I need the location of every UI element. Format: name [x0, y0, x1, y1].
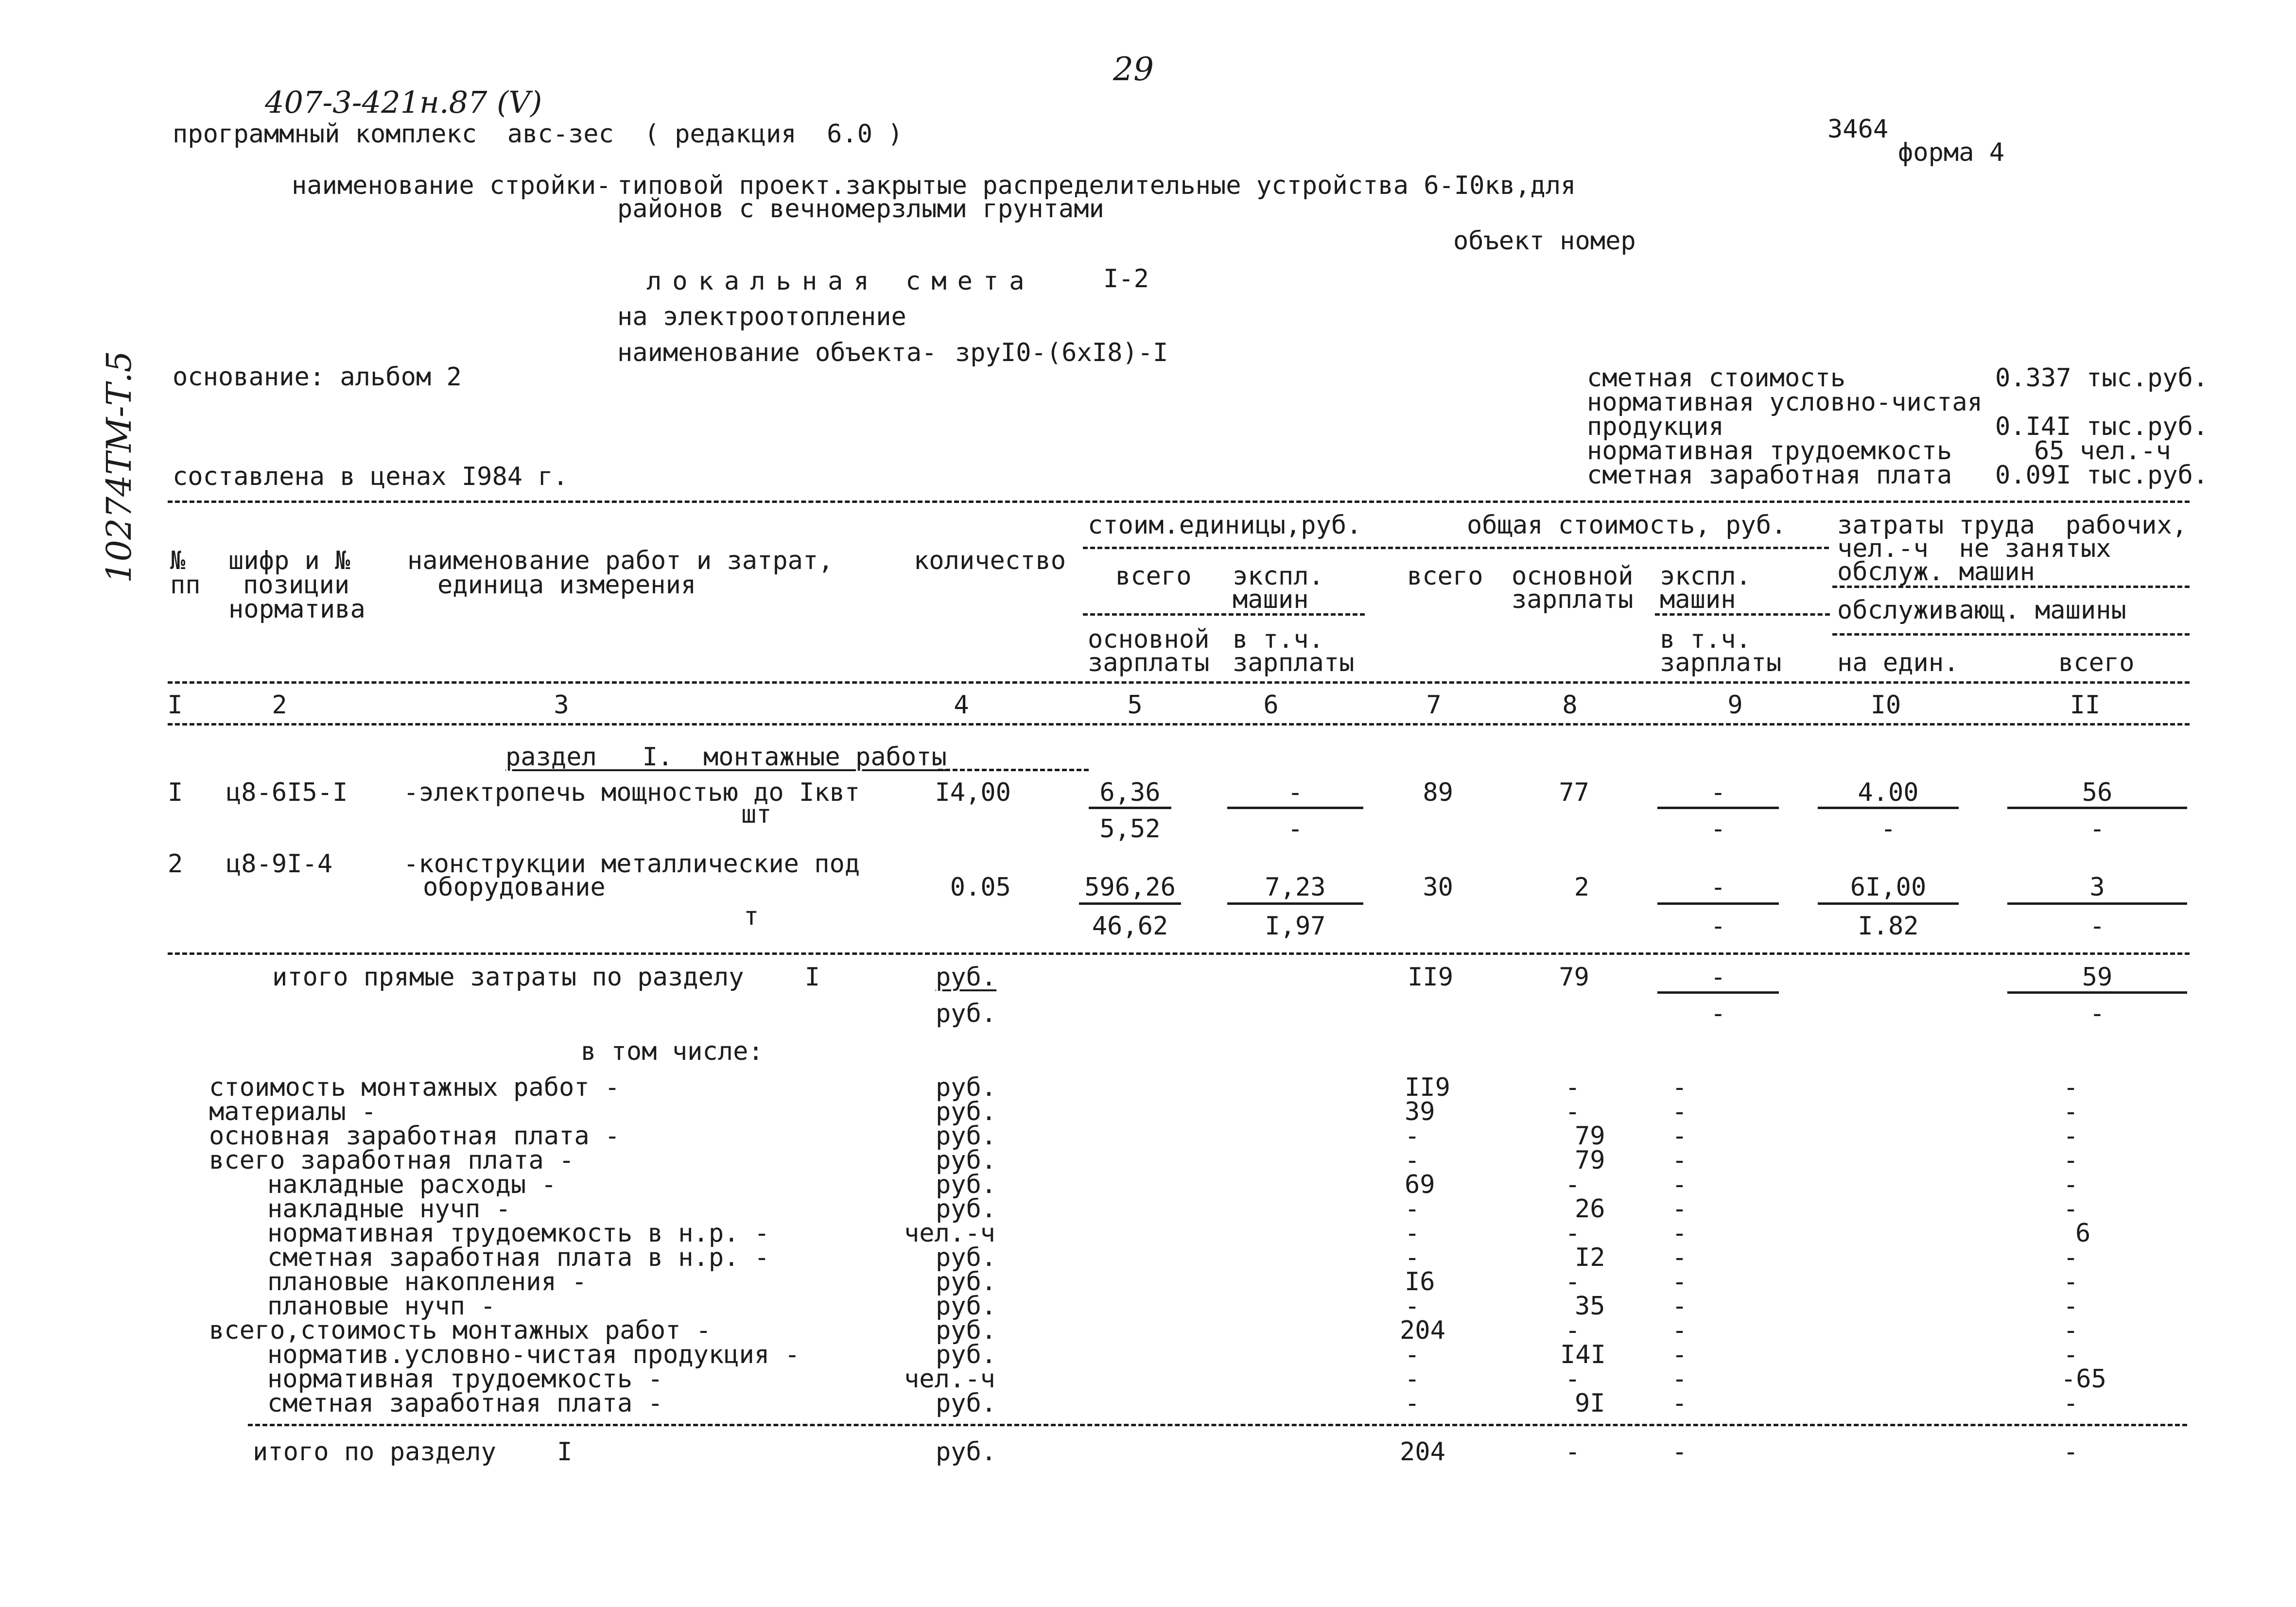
summary-value: 0.337 тыс.руб.	[1995, 363, 2209, 393]
fraction-line	[1818, 807, 1959, 809]
fraction-line	[2007, 902, 2187, 905]
col-number: I0	[1870, 691, 1901, 720]
col-header-labor-unit: на един.	[1837, 648, 1959, 677]
breakdown-total: -	[1405, 1389, 1420, 1418]
col-header-total-expl: экспл.	[1660, 562, 1751, 591]
construction-label: наименование стройки-	[292, 171, 611, 200]
object-name: зруI0-(6хI8)-I	[955, 338, 1168, 367]
breakdown-wage: 26	[1575, 1194, 1605, 1224]
col-header-unit-total: всего	[1115, 562, 1192, 591]
row-labor-unit: 4.00	[1858, 778, 1919, 807]
basis: основание: альбом 2	[173, 363, 462, 392]
col-header-code: норматива	[228, 595, 365, 624]
row-unit-base-wage: 46,62	[1092, 912, 1168, 941]
breakdown-expl: -	[1672, 1292, 1687, 1321]
row-qty: I4,00	[935, 778, 1011, 807]
row-base-wage: 2	[1574, 873, 1589, 902]
row-unit-total: 6,36	[1099, 778, 1161, 807]
summary-label: нормативная трудоемкость	[1587, 436, 1952, 466]
col-number: 3	[554, 691, 569, 720]
breakdown-labor: -	[2063, 1146, 2079, 1175]
breakdown-expl: -	[1672, 1389, 1687, 1418]
direct-costs-labor: 59	[2082, 963, 2113, 992]
col-header-unit-cost: стоим.единицы,руб.	[1088, 511, 1362, 540]
row-total-expl: -	[1710, 873, 1726, 902]
row-name: -конструкции металлические под	[403, 849, 860, 879]
breakdown-label: норматив.условно-чистая продукция -	[267, 1340, 800, 1369]
breakdown-unit: руб.	[936, 1073, 997, 1102]
breakdown-total: I6	[1405, 1267, 1435, 1296]
col-number: 9	[1727, 691, 1743, 720]
breakdown-label: стоимость монтажных работ -	[209, 1073, 620, 1102]
breakdown-expl: -	[1672, 1219, 1687, 1248]
col-number: 7	[1426, 691, 1442, 720]
section-total-labor: -	[2063, 1437, 2079, 1467]
breakdown-labor: -65	[2061, 1365, 2106, 1394]
fraction-line	[2007, 807, 2187, 809]
breakdown-labor: -	[2063, 1267, 2079, 1296]
breakdown-label: плановые накопления -	[267, 1267, 587, 1296]
breakdown-total: 204	[1400, 1316, 1445, 1345]
breakdown-end-line	[248, 1424, 2187, 1426]
row-base-wage: 77	[1559, 778, 1589, 807]
row-labor-unit-2: -	[1880, 814, 1896, 844]
fraction-line	[1657, 807, 1779, 809]
breakdown-wage: -	[1565, 1219, 1581, 1248]
prices-year: составлена в ценах I984 г.	[173, 462, 568, 491]
breakdown-expl: -	[1672, 1243, 1687, 1272]
col-header-unit-incl-wage: в т.ч.	[1233, 625, 1324, 654]
breakdown-labor: -	[2063, 1194, 2079, 1224]
col-header-code: шифр и №	[228, 546, 350, 575]
estimate-subject: на электроотопление	[617, 302, 906, 331]
header-line	[1083, 613, 1365, 616]
breakdown-wage: -	[1565, 1097, 1581, 1126]
breakdown-expl: -	[1672, 1340, 1687, 1369]
breakdown-wage: 79	[1575, 1146, 1605, 1175]
breakdown-unit: руб.	[936, 1122, 997, 1151]
breakdown-total: -	[1405, 1219, 1420, 1248]
breakdown-labor: 6	[2075, 1219, 2091, 1248]
section-title: раздел I. монтажные работы	[505, 743, 947, 772]
page-number: 29	[1113, 51, 1154, 88]
col-header-total-base-wage: основной	[1512, 562, 1634, 591]
breakdown-unit: руб.	[936, 1316, 997, 1345]
summary-label: продукция	[1587, 412, 1724, 441]
breakdown-labor: -	[2063, 1170, 2079, 1199]
row-unit-expl: 7,23	[1265, 873, 1326, 902]
direct-costs-unit: руб.	[936, 999, 997, 1028]
row-total-expl: -	[1710, 778, 1726, 807]
breakdown-expl: -	[1672, 1267, 1687, 1296]
doc-number: 3464	[1827, 115, 1889, 144]
header-line	[1832, 586, 2190, 588]
row-total-expl-wage: -	[1710, 814, 1726, 844]
breakdown-wage: -	[1565, 1316, 1581, 1345]
including-label: в том числе:	[581, 1037, 764, 1066]
breakdown-wage: 9I	[1575, 1389, 1605, 1418]
breakdown-label: сметная заработная плата в н.р. -	[267, 1243, 770, 1272]
row-total: 30	[1423, 873, 1453, 902]
direct-costs-total: II9	[1408, 963, 1453, 992]
summary-label: сметная стоимость	[1587, 363, 1846, 393]
breakdown-label: сметная заработная плата -	[267, 1389, 663, 1418]
col-header-labor: обслуж. машин	[1837, 557, 2035, 587]
direct-costs-labor-2: -	[2089, 999, 2105, 1028]
form-label: форма 4	[1898, 138, 2005, 167]
col-header-total-all: всего	[1407, 562, 1483, 591]
row-unit-expl-wage: -	[1287, 814, 1303, 844]
summary-label: нормативная условно-чистая	[1587, 388, 1983, 417]
breakdown-label: накладные расходы -	[267, 1170, 557, 1199]
col-header-labor-total: всего	[2058, 648, 2135, 677]
col-header-total-base-wage: зарплаты	[1512, 585, 1634, 614]
breakdown-total: -	[1405, 1365, 1420, 1394]
header-line	[1655, 613, 1830, 616]
col-header-total-cost: общая стоимость, руб.	[1467, 511, 1787, 540]
construction-name-2: районов с вечномерзлыми грунтами	[617, 194, 1104, 224]
breakdown-total: 39	[1405, 1097, 1435, 1126]
breakdown-unit: руб.	[936, 1267, 997, 1296]
breakdown-labor: -	[2063, 1292, 2079, 1321]
breakdown-unit: руб.	[936, 1340, 997, 1369]
breakdown-label: накладные нучп -	[267, 1194, 511, 1224]
table-header-line	[168, 681, 2190, 684]
header-line	[1083, 547, 1829, 549]
breakdown-unit: чел.-ч	[904, 1219, 995, 1248]
breakdown-wage: -	[1565, 1267, 1581, 1296]
breakdown-expl: -	[1672, 1146, 1687, 1175]
breakdown-unit: руб.	[936, 1170, 997, 1199]
row-labor-total: 3	[2089, 873, 2105, 902]
breakdown-label: всего,стоимость монтажных работ -	[209, 1316, 712, 1345]
row-code: ц8-9I-4	[226, 849, 333, 879]
col-header-labor-machine: обслуживающ. машины	[1837, 596, 2126, 625]
fraction-line	[1657, 902, 1779, 905]
fraction-line	[1818, 902, 1959, 905]
direct-costs-base-wage: 79	[1559, 963, 1589, 992]
object-name-label: наименование объекта-	[617, 338, 937, 367]
section-total-expl: -	[1672, 1437, 1687, 1467]
col-number: I	[167, 691, 183, 720]
col-header-unit-base-wage: основной	[1088, 625, 1210, 654]
breakdown-expl: -	[1672, 1170, 1687, 1199]
fraction-line	[1227, 902, 1363, 905]
row-num: 2	[168, 849, 183, 879]
summary-label: сметная заработная плата	[1587, 461, 1952, 490]
breakdown-expl: -	[1672, 1194, 1687, 1224]
col-header-labor: чел.-ч не занятых	[1837, 534, 2111, 563]
section-total-unit: руб.	[936, 1437, 997, 1467]
breakdown-label: нормативная трудоемкость -	[267, 1365, 663, 1394]
col-header-unit-expl: экспл.	[1233, 562, 1324, 591]
col-header-unit-incl-wage: зарплаты	[1233, 648, 1355, 677]
breakdown-total: II9	[1405, 1073, 1450, 1102]
breakdown-total: -	[1405, 1122, 1420, 1151]
breakdown-labor: -	[2063, 1122, 2079, 1151]
direct-costs-unit: руб.	[936, 963, 997, 992]
section-total-label: итого по разделу I	[253, 1437, 573, 1467]
row-num: I	[168, 778, 183, 807]
breakdown-labor: -	[2063, 1073, 2079, 1102]
direct-costs-label: итого прямые затраты по разделу I	[272, 963, 820, 992]
breakdown-expl: -	[1672, 1073, 1687, 1102]
breakdown-unit: руб.	[936, 1243, 997, 1272]
row-total: 89	[1423, 778, 1453, 807]
program-line: программный комплекс авс-зес ( редакция 6.0 )	[173, 120, 903, 149]
breakdown-expl: -	[1672, 1122, 1687, 1151]
row-qty: 0.05	[950, 873, 1011, 902]
breakdown-total: 69	[1405, 1170, 1435, 1199]
col-header-num: №	[170, 546, 186, 575]
breakdown-unit: руб.	[936, 1194, 997, 1224]
table-top-line	[168, 501, 2190, 503]
breakdown-label: всего заработная плата -	[209, 1146, 574, 1175]
breakdown-labor: -	[2063, 1316, 2079, 1345]
row-labor-total: 56	[2082, 778, 2113, 807]
breakdown-unit: руб.	[936, 1146, 997, 1175]
estimate-number: I-2	[1103, 264, 1149, 294]
section-total-value: 204	[1400, 1437, 1445, 1467]
header-line	[1832, 633, 2190, 636]
row-unit-base-wage: 5,52	[1099, 814, 1161, 844]
object-number-label: объект номер	[1453, 226, 1636, 256]
breakdown-unit: руб.	[936, 1097, 997, 1126]
row-unit-expl-wage: I,97	[1265, 912, 1326, 941]
row-unit: т	[744, 902, 759, 931]
breakdown-label: материалы -	[209, 1097, 377, 1126]
row-code: ц8-6I5-I	[226, 778, 348, 807]
rows-end-line	[168, 952, 2190, 955]
row-unit-expl: -	[1287, 778, 1303, 807]
breakdown-wage: 79	[1575, 1122, 1605, 1151]
breakdown-total: -	[1405, 1340, 1420, 1369]
breakdown-unit: чел.-ч	[904, 1365, 995, 1394]
breakdown-total: -	[1405, 1243, 1420, 1272]
section-total-wage: -	[1565, 1437, 1581, 1467]
row-name: -электропечь мощностью до Iквт	[403, 778, 860, 807]
summary-value: 65 чел.-ч	[2034, 436, 2171, 466]
breakdown-wage: I2	[1575, 1243, 1605, 1272]
col-header-name: наименование работ и затрат,	[407, 546, 834, 575]
col-number: II	[2070, 691, 2101, 720]
breakdown-wage: -	[1565, 1365, 1581, 1394]
col-number-line	[168, 723, 2190, 726]
summary-value: 0.09I тыс.руб.	[1995, 461, 2209, 490]
breakdown-expl: -	[1672, 1316, 1687, 1345]
col-number: 4	[954, 691, 969, 720]
breakdown-labor: -	[2063, 1389, 2079, 1418]
row-labor-total-2: -	[2089, 814, 2105, 844]
col-number: 2	[272, 691, 287, 720]
breakdown-wage: 35	[1575, 1292, 1605, 1321]
section-title-line	[938, 769, 1089, 771]
direct-costs-expl: -	[1710, 963, 1726, 992]
fraction-line	[1227, 807, 1363, 809]
breakdown-labor: -	[2063, 1097, 2079, 1126]
construction-name-1: типовой проект.закрытые распределительные устройства 6-I0кв,для	[617, 171, 1576, 200]
col-header-labor: затраты труда рабочих,	[1837, 511, 2188, 540]
col-header-num: пп	[170, 570, 201, 600]
fraction-line	[1079, 902, 1181, 905]
col-header-unit-base-wage: зарплаты	[1088, 648, 1210, 677]
breakdown-expl: -	[1672, 1365, 1687, 1394]
breakdown-labor: -	[2063, 1243, 2079, 1272]
row-total-expl-wage: -	[1710, 912, 1726, 941]
col-number: 6	[1263, 691, 1279, 720]
direct-costs-expl-2: -	[1710, 999, 1726, 1028]
breakdown-total: -	[1405, 1292, 1420, 1321]
row-labor-unit: 6I,00	[1850, 873, 1927, 902]
breakdown-wage: I4I	[1560, 1340, 1606, 1369]
row-name: оборудование	[423, 873, 606, 902]
col-header-unit-expl: машин	[1233, 585, 1309, 614]
breakdown-label: плановые нучп -	[267, 1292, 496, 1321]
row-labor-total-2: -	[2089, 912, 2105, 941]
breakdown-wage: -	[1565, 1170, 1581, 1199]
col-header-code: позиции	[243, 570, 350, 600]
col-header-total-expl: машин	[1660, 585, 1736, 614]
breakdown-unit: руб.	[936, 1389, 997, 1418]
breakdown-unit: руб.	[936, 1292, 997, 1321]
fraction-line	[1657, 991, 1779, 994]
estimate-title: локальная смета	[646, 267, 1035, 296]
row-unit-total: 596,26	[1084, 873, 1176, 902]
col-header-total-incl-wage: зарплаты	[1660, 648, 1782, 677]
breakdown-label: основная заработная плата -	[209, 1122, 620, 1151]
col-number: 8	[1562, 691, 1578, 720]
breakdown-total: -	[1405, 1194, 1420, 1224]
side-code: 10274ТМ-Т.5	[99, 350, 139, 583]
fraction-line	[2007, 991, 2187, 994]
breakdown-labor: -	[2063, 1340, 2079, 1369]
doc-code: 407-3-421н.87 (V)	[265, 85, 542, 120]
breakdown-wage: -	[1565, 1073, 1581, 1102]
row-labor-unit-2: I.82	[1858, 912, 1919, 941]
breakdown-expl: -	[1672, 1097, 1687, 1126]
fraction-line	[1089, 807, 1171, 809]
summary-value: 0.I4I тыс.руб.	[1995, 412, 2209, 441]
breakdown-total: -	[1405, 1146, 1420, 1175]
col-header-name: единица измерения	[437, 570, 696, 600]
col-header-total-incl-wage: в т.ч.	[1660, 625, 1751, 654]
col-header-qty: количество	[914, 546, 1066, 575]
breakdown-label: нормативная трудоемкость в н.р. -	[267, 1219, 770, 1248]
col-number: 5	[1127, 691, 1143, 720]
row-unit: шт	[741, 800, 772, 829]
